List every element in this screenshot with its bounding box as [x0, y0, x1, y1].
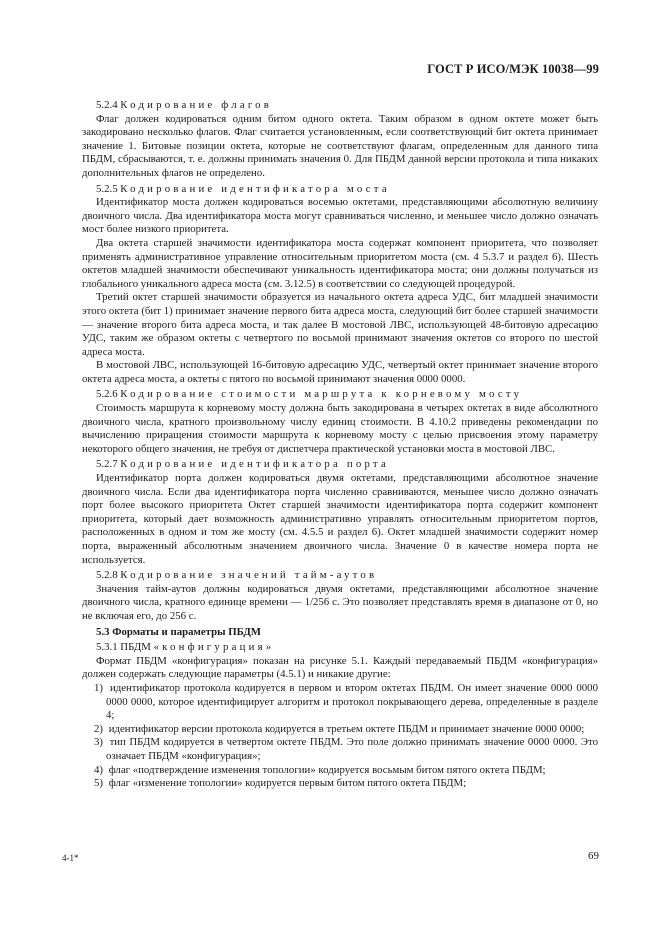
paragraph: Значения тайм-аутов должны кодироваться двумя октетами, представляющими абсолютное значение двоичного числа, кратного единице времени — 1/256 с. Это позволяет представлять время в диапазоне от 0, но не включая его, до 256 с. [82, 582, 598, 622]
heading-5-2-6 [82, 388, 598, 402]
list-marker: 5) [94, 777, 103, 790]
section-title: Кодирование значений тайм-аутов [120, 569, 378, 582]
parameter-list [82, 682, 598, 791]
heading-5-2-5 [82, 183, 598, 197]
section-title: Форматы и параметры ПБДМ [112, 625, 261, 638]
list-marker: 3) [94, 736, 103, 749]
heading-5-2-7 [82, 458, 598, 472]
list-item [94, 764, 598, 778]
section-number: 5.2.4 [96, 99, 118, 111]
heading-5-2-8 [82, 569, 598, 583]
paragraph: Флаг должен кодироваться одним битом одного октета. Таким образом в одном октете может быть закодировано несколько флагов. Флаг считается установленным, если соответствующий бит октета принимает значение 1. Битовые позиции октета, которые не соответствуют флагам, определенным для данного типа ПБДМ, сбрасываются, т. е. должны принимать значения 0. Для ПБДМ данной версии протокола и типа никаких дополнительных флагов не определено. [82, 112, 598, 179]
list-item [94, 736, 598, 763]
paragraph: Формат ПБДМ «конфигурация» показан на рисунке 5.1. Каждый передаваемый ПБДМ «конфигурация» должен содержать следующие параметры (4.5.1) и никакие другие: [82, 654, 598, 681]
print-mark: 4-1* [62, 853, 79, 863]
list-marker: 1) [94, 681, 103, 694]
paragraph: Идентификатор моста должен кодироваться восемью октетами, представляющими абсолютную величину двоичного числа. Два идентификатора моста могут сравниваться численно, и меньшее число должно означать мост более низкого приоритета. [82, 196, 598, 236]
list-item [94, 682, 598, 723]
list-item [94, 723, 598, 737]
list-text: идентификатор версии протокола кодируется в третьем октете ПБДМ и принимает значение 0000 0000; [108, 722, 585, 735]
list-text: флаг «подтверждение изменения топологии» кодируется восьмым битом пятого октета ПБДМ; [108, 763, 546, 776]
section-title-prefix: ПБДМ [120, 641, 151, 654]
section-title: Кодирование флагов [120, 99, 273, 111]
section-number: 5.3 [96, 625, 110, 638]
section-title: «конфигурация» [153, 641, 275, 654]
heading-5-3-1 [82, 641, 598, 655]
paragraph: Третий октет старшей значимости образуется из начального октета адреса УДС, бит младшей значимости этого октета (бит 1) принимает значение первого бита адреса моста, следующий бит более старшей значимости — значение второго бита адреса моста, и так далее В мостовой ЛВС, использующей 48-битовую адресацию УДС, таким же образом октеты с четвертого по восьмой принимают значения октетов со второго по шестой адреса моста. [82, 291, 598, 358]
heading-5-3 [82, 626, 598, 640]
section-number: 5.2.5 [96, 182, 118, 195]
section-title: Кодирование стоимости маршрута к корневому мосту [120, 388, 523, 401]
section-number: 5.2.8 [96, 569, 118, 582]
paragraph: Два октета старшей значимости идентификатора моста содержат компонент приоритета, что позволяет применять административное управление относительным приоритетом моста (см. 4 5.3.7 и раздел 6). Шесть октетов младшей значимости обеспечивают уникальность идентификатора моста; они должны получаться из глобального уникального адреса моста (см. 3.12.5) в соответствии со следующей процедурой. [82, 236, 598, 290]
section-title: Кодирование идентификатора порта [120, 458, 389, 471]
page-body [82, 97, 598, 791]
section-number: 5.2.7 [96, 458, 118, 471]
list-marker: 4) [94, 763, 103, 776]
paragraph: В мостовой ЛВС, использующей 16-битовую адресацию УДС, четвертый октет принимает значение второго октета адреса моста, а октеты с пятого по восьмой принимают значения 0000 0000. [82, 359, 598, 385]
list-marker: 2) [94, 722, 103, 735]
list-text: тип ПБДМ кодируется в четвертом октете ПБДМ. Это поле должно принимать значение 0000 0000. Это означает ПБДМ «конфигурация»; [106, 736, 599, 762]
paragraph: Идентификатор порта должен кодироваться двумя октетами, представляющими абсолютное значение двоичного числа. Если два идентификатора порта численно сравниваются, меньшее число должно означать порт более высокого приоритета Октет старшей значимости идентификатора порта содержит компонент приоритета, который дает возможность административно управлять относительным приоритетом портов, расположенных в одном и том же мосту (см. 4.5.5 и раздел 6). Октет младшей значимости содержит номер порта, выраженный абсолютным значением двоичного числа. Значение 0 в качестве номера порта не используется. [82, 472, 598, 566]
list-text: флаг «изменение топологии» кодируется первым битом пятого октета ПБДМ; [108, 777, 467, 790]
section-title: Кодирование идентификатора моста [120, 182, 390, 195]
list-item [94, 777, 598, 791]
section-number: 5.2.6 [96, 388, 118, 401]
heading-5-2-4 [82, 99, 598, 113]
section-number: 5.3.1 [96, 641, 118, 654]
list-text: идентификатор протокола кодируется в первом и втором октетах ПБДМ. Он имеет значение 0000 0000 0000 0000, которое идентифицирует алгоритм и протокол покрывающего дерева, определенные в разделе 4; [106, 681, 598, 722]
paragraph: Стоимость маршрута к корневому мосту должна быть закодирована в четырех октетах в виде абсолютного двоичного числа, кратного произвольному числу единиц стоимости. В 4.10.2 приведены рекомендации по вычислению приращения стоимости маршрута к корневому мосту с целью присвоения этому параметру некоторого общего значения, не требуя от диспетчера практической установки моста в мостовой ЛВС. [82, 402, 598, 455]
document-header: ГОСТ Р ИСО/МЭК 10038—99 [427, 62, 599, 76]
page-number: 69 [588, 850, 599, 862]
